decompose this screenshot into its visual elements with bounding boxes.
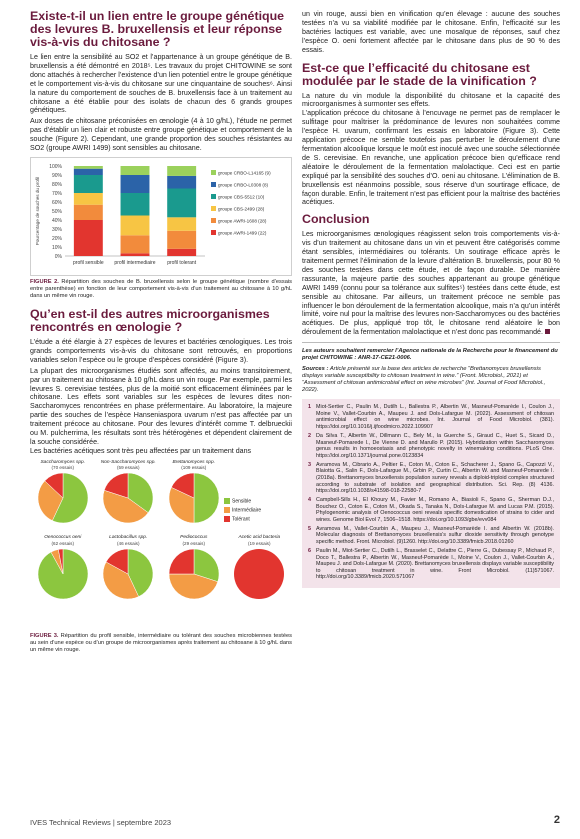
paragraph: L’étude a été élargie à 27 espèces de levures et bactéries œnologiques. Les trois grands comportements vis-à-vis du chitosane sont retrouvés, en proportions variables selon l’espèce ou le groupe d’espèces considéré (Figure 3). — [30, 337, 292, 364]
bar-segment — [121, 175, 150, 193]
heading-vinification-stage-text: Est-ce que l’efficacité du chitosane est modulée par le stade de la vinification ? — [302, 60, 537, 88]
legend-label: groupe CBS-5512 (10) — [218, 194, 265, 200]
legend-swatch — [224, 498, 230, 504]
legend-label: Intermédiaire — [232, 507, 262, 514]
legend-label: Sensible — [232, 498, 252, 505]
reference-item — [308, 548, 554, 581]
bar-segment — [167, 217, 196, 231]
legend-label: groupe AWRI-1499 (22) — [218, 230, 267, 236]
y-tick-label: 30% — [51, 226, 62, 233]
bar-segment — [121, 166, 150, 175]
pie-sub-label: (46 essais) — [117, 540, 140, 546]
bar-segment — [167, 249, 196, 256]
pie-item — [227, 535, 293, 606]
reference-text: Avramova M., Vallet-Courbin A., Maupeu J., Masneuf-Pomarède I. and Albertin W. (2018b). Molecular diagnosis of Brettanomyces bruxellensis’s sulfur dioxide sensitivity through genotype specific method. Front. Microbiol. (9)1260. http://doi.org/10.3389/fmicb.2018.01260 — [316, 525, 554, 546]
y-tick-label: 20% — [51, 235, 62, 242]
paragraph: un vin rouge, aussi bien en vinification qu’en élevage : aucune des souches testées n’a vu sa viabilité modifiée par le chitosane. Enfin, l’efficacité sur les bactéries lactiques est variable, avec une mosaïque de réponses, sauf chez l’espèce O. oeni fortement affectée par le chitosane dans plus de 90 % des essais. — [302, 10, 560, 54]
reference-number: 5 — [308, 525, 311, 532]
heading-conclusion-text: Conclusion — [302, 212, 370, 227]
legend-swatch — [224, 507, 230, 513]
legend-swatch — [211, 182, 216, 187]
pie-chart — [100, 546, 156, 602]
figure-2-caption — [30, 279, 292, 300]
page-number: 2 — [553, 814, 560, 826]
y-tick-label: 90% — [51, 172, 62, 179]
pie-item — [30, 460, 96, 531]
legend-swatch — [211, 230, 216, 235]
reference-text: Miot-Sertier C., Paulin M., Dutilh L., Ballestra P., Albertin W., Masneuf-Pomarède I., Coulon J., Moine V., Vallet-Courbin A., Maupeu J. and Dols-Lafargue M. (2022). Assessment of chitosan antimicrobial effect on wine microbes. Int. Journal of Food Microbiol. (381). https://doi.org/10.1016/j.ijfoodmicro.2022.109907 — [316, 404, 554, 430]
pie-legend-item — [224, 516, 261, 522]
legend-label: groupe CRBO-L14165 (9) — [218, 170, 271, 176]
reference-item — [308, 404, 554, 430]
paragraph: L’application précoce du chitosane à l’encuvage ne permet pas de remplacer le sulfitage pour maîtriser la prédominance de levures non souhaitées comme l’espèce H. uvarum, confirmant les essais en laboratoire (Figure 3). Cette application précoce ne semble toutefois pas perturber le déroulement d’une fermentation alcoolique lorsque le moût est inoculé avec une souche sélectionnée de S. cerevisiae. En revanche, une application précoce bien qu’efficace rend aléatoire le déroulement de la fermentation malolactique. Ceci est en partie expliqué par la sensibilité des souches d’O. oeni au chitosane. L’élimination de B. bruxellensis est néanmoins possible, sous réserve d’un sourtirage efficace, de façon durable. Enfin, le traitement n’est pas efficient pour la maîtrise des bactéries acétiques. — [302, 109, 560, 207]
reference-text: Da Silva T., Albertin W., Dillmann C., Bely M., la Guerche S., Giraud C., Huet S., Sicard D., Masneuf-Pomarede I., De Vienne D. and Marullo P. (2015). Hybridization within Saccharomyces genus results in homoeostasis and phenotypic novelty in winemaking conditions. PLoS One. https://doi.org/10.1371/journal.pone.0123834 — [316, 432, 554, 459]
pie-chart — [100, 470, 156, 526]
sources-label: Sources : — [302, 366, 329, 373]
pie-sub-label: (29 essais) — [182, 540, 205, 546]
legend-swatch — [211, 206, 216, 211]
pie-legend-item — [224, 498, 261, 504]
reference-number: 2 — [308, 432, 311, 439]
bar-segment — [121, 235, 150, 253]
pie-item — [161, 535, 227, 606]
pie-label: Non-Saccharomyces spp. — [100, 459, 156, 465]
figure-3-caption — [30, 633, 292, 654]
figure-2-caption-text: Répartition des souches de B. bruxellensis selon le groupe génétique (nombre d’essais entre parenthèse) en fonction de leur comportement vis-à-vis d’un traitement au chitosane à 10 g/hL dans un même vin rouge. — [30, 278, 292, 299]
x-tick-label: profil tolerant — [167, 259, 197, 266]
pie-label: Brettanomyces spp. — [172, 459, 215, 465]
pie-label: Pediococcus — [180, 535, 208, 541]
pie-item — [96, 535, 162, 606]
pie-chart — [166, 546, 222, 602]
legend-label: groupe CRBO-L0308 (8) — [218, 182, 269, 188]
heading-genetic-group-text: Existe-t-il un lien entre le groupe génétique des levures B. bruxellensis et leur réponse vis-à-vis du chitosane ? — [30, 9, 285, 49]
y-tick-label: 60% — [51, 199, 62, 206]
bar-segment — [74, 220, 103, 256]
legend-label: groupe AWRI-1608 (28) — [218, 218, 267, 224]
heading-other-microorganisms-text: Qu’en est-il des autres microorganismes rencontrés en œnologie ? — [30, 306, 270, 334]
heading-vinification-stage — [302, 62, 560, 88]
pie-chart — [166, 470, 222, 526]
pie-sub-label: (59 essais) — [117, 465, 140, 471]
legend-label: Tolérant — [232, 516, 250, 523]
figure-2-chart — [30, 157, 292, 276]
right-column — [302, 10, 560, 588]
bar-segment — [74, 169, 103, 175]
pie-legend — [224, 498, 261, 526]
references-list — [302, 399, 560, 588]
paragraph: Aux doses de chitosane préconisées en œnologie (4 à 10 g/hL), l’étude ne permet pas d’établir un lien clair et robuste entre groupe génétique et comportement de la souche (Figure 2). Cependant, une grande proportion des souches résistantes au SO2 (groupe AWRI 1499) sont sensibles au chitosane. — [30, 117, 292, 153]
reference-number: 6 — [308, 548, 311, 555]
paragraph: La nature du vin module la disponibilité du chitosane et la capacité des microorganismes à surmonter ses effets. — [302, 91, 560, 109]
footer: IVES Technical Reviews | septembre 2023 — [30, 818, 172, 827]
pie-chart — [231, 546, 287, 602]
conclusion-text: Les microorganismes œnologiques réagissent selon trois comportements vis-à-vis d’un traitement au chitosane dans un vin et peuvent être catégorisés comme étant sensibles, intermédiaires ou tolérants. Un soutirage efficace après le traitement permet l’élimination de la levure d’altération B. bruxellensis, pour 80 % des souches testées dans cette étude, et de façon durable. De manière rassurante, la majeure partie des souches appartenant au groupe génétique AWRI 1499 (connu pour sa tolérance aux sulfites⁵) testées dans cette étude, est sensible au chitosane. Par ailleurs, un traitement précoce ne semble pas influencer le bon déroulement de la fermentation alcoolique, mais n’a qu’un intérêt limité, voire nul pour la maîtrise des levures non-Saccharomyces ou des bactéries acétiques. De plus, appliqué trop tôt, le chitosane rend aléatoire le bon déroulement de la fermentation malolactique et n’est donc pas recommandé. — [302, 230, 560, 337]
bar-segment — [167, 166, 196, 176]
sources-note — [302, 366, 560, 394]
figure-3-caption-text: Répartition du profil sensible, intermédiaire ou tolérant des souches microbiennes testées au sein d’une espèce ou d’un groupe de microorganismes après traitement au chitosane à 10 g/hL dans un même vin rouge. — [30, 632, 292, 653]
x-tick-label: profil sensible — [73, 259, 104, 266]
reference-item — [308, 433, 554, 459]
bar-segment — [121, 253, 150, 256]
heading-other-microorganisms — [30, 308, 292, 334]
paragraph: Les bactéries acétiques sont très peu affectées par un traitement dans — [30, 446, 252, 455]
paragraph: La plupart des microorganismes étudiés sont affectés, au moins transitoirement, par un traitement au chitosane à 10 g/hL dans un vin rouge. Par exemple, parmi les levures S. cerevisiae testées, plus de la moitié sont efficacement éliminées par le chitosane. Les effets sont variables sur les espèces de levures dites non-Saccharomyces rencontrées en phase préfermentaire. Au laboratoire, la majeure partie des souches de l’espèce Hanseniaspora uvarum n’est pas affectée par un traitement précoce au chitosane. Pour des levures d’intérêt comme T. delbrueckii ou M. pulcherrima, les résultats sont très hétérogènes et dépendent clairement de la souche considérée. — [30, 366, 292, 446]
legend-label: groupe CBS-2499 (28) — [218, 206, 265, 212]
pie-slice — [234, 549, 284, 599]
pie-chart — [35, 546, 91, 602]
end-of-article-mark — [545, 329, 550, 334]
legend-swatch — [211, 218, 216, 223]
bar-segment — [167, 176, 196, 189]
y-tick-label: 50% — [51, 208, 62, 215]
figure-3-pies — [30, 460, 292, 630]
pie-legend-item — [224, 507, 261, 513]
pie-item — [161, 460, 227, 531]
reference-number: 4 — [308, 497, 311, 504]
pie-slice — [169, 549, 194, 574]
pie-item — [30, 535, 96, 606]
pie-label: Saccharomyces spp. — [40, 459, 86, 465]
y-tick-label: 70% — [51, 190, 62, 197]
y-tick-label: 100% — [49, 163, 62, 170]
bar-segment — [74, 193, 103, 205]
legend-swatch — [224, 516, 230, 522]
paragraph — [302, 230, 560, 337]
y-axis-label: Pourcentage de souches du profil — [35, 176, 40, 246]
figure-2-label: FIGURE 2. — [30, 278, 59, 285]
pie-grid — [30, 460, 292, 607]
left-column — [30, 10, 292, 654]
legend-swatch — [211, 170, 216, 175]
bar-segment — [74, 175, 103, 193]
pie-slice — [194, 473, 219, 523]
pie-label: Acetic acid bacteria — [238, 535, 281, 541]
pie-sub-label: (109 essais) — [181, 465, 207, 471]
pie-sub-label: (70 essais) — [51, 465, 74, 471]
sources-text: Article présenté sur la base des articles de recherche “Brettanomyces bruxellensis displays variable susceptibility to chitosan treatment in wine.” (Front. Microbiol., 2021) et “Assessment of chitosan antimicrobial effect on wine microbes” (Int. Journal of Food Microbiol., 2022). — [302, 366, 546, 394]
funding-note: Les auteurs souhaitent remercier l’Agence nationale de la Recherche pour le financement du projet CHITOWINE : ANR-17-CE21-0006. — [302, 348, 558, 362]
y-tick-label: 0% — [54, 253, 62, 260]
y-tick-label: 40% — [51, 217, 62, 224]
paragraph: Le lien entre la sensibilité au SO2 et l’appartenance à un groupe génétique de B. bruxellensis a été démontré en 2018⁵. Les travaux du projet CHITOWINE se sont donc attachés à rechercher l’existence d’un lien potentiel entre le groupe génétique et le comportement vis-à-vis du chitosane sur une cinquantaine de souches⁶. Ainsi la nature du comportement de souches de B. bruxellensis face à un traitement au chitosane a été établie pour des isolats de chacun des 6 grands groupes génétiques. — [30, 53, 292, 115]
reference-text: Paulin M., Miot-Sertier C., Dutilh L., Brasselet C., Delattre C., Pierre G., Dubessay P., Michaud P., Doco T., Ballestra P., Albertin W., Masneuf-Pomarède I., Moine V., Coulon J., Vallet-Courbin A., Maupeu J. and Dols-Lafargue M. (2020). Brettanomyces bruxellensis displays variable susceptibility to chitosan treatment in wine. Front Microbiol. (11)571067. http://doi.org/10.3389/fmicb.2020.571067 — [316, 548, 554, 581]
pie-sub-label: (62 essais) — [51, 540, 74, 546]
reference-number: 3 — [308, 461, 311, 468]
x-tick-label: profil intermediaire — [114, 259, 156, 266]
reference-number: 1 — [308, 404, 311, 411]
reference-item — [308, 462, 554, 495]
stacked-bar-chart — [31, 158, 291, 270]
bar-segment — [74, 205, 103, 220]
y-tick-label: 10% — [51, 244, 62, 251]
reference-text: Avramova M., Cibrario A., Peltier E., Coton M., Coton E., Schacherer J., Spano G., Capozzi V., Blaiotta G., Salin F., Dols-Lafargue M., Grbin P., Curtin C., Albertin W. and Masneuf-Pomarede I. (2018a). Brettanomyces bruxellensis population survey reveals a diploid-triploid complex structured according to substrate of isolation and geographical distribution. Sci. Rep. (8) 4136. https://doi.org/10.1038/s41598-018-22580-7 — [316, 461, 554, 495]
bar-segment — [167, 231, 196, 249]
pie-label: Oenococcus oeni — [44, 535, 82, 541]
sources-block — [302, 342, 560, 394]
bar-segment — [74, 166, 103, 169]
pie-item — [96, 460, 162, 531]
pie-sub-label: (19 essais) — [248, 540, 271, 546]
bar-segment — [167, 188, 196, 217]
y-tick-label: 80% — [51, 181, 62, 188]
bar-segment — [121, 193, 150, 216]
pie-label: Lactobacillus spp. — [109, 535, 148, 541]
figure-3-label: FIGURE 3. — [30, 632, 59, 639]
pie-chart — [35, 470, 91, 526]
reference-text: Campbell-Sills H., El Khoury M., Favier M., Romano A., Biasioli F., Spano G., Sherman D.J., Bouchez O., Coton E., Coton M., Okada S., Tanaka N., Dols-Lafargue M. and Lucas P.M. (2015). Phylogenomic analysis of Oenococcus oeni reveals specific domestication of strains to cider and wines. Genome Biol Evol 7, 1506–1518. https://doi.org/10.1093/gbe/evv084 — [316, 497, 554, 523]
bar-segment — [121, 215, 150, 235]
reference-item — [308, 526, 554, 546]
heading-conclusion — [302, 213, 560, 226]
heading-genetic-group — [30, 10, 292, 49]
reference-item — [308, 497, 554, 523]
legend-swatch — [211, 194, 216, 199]
